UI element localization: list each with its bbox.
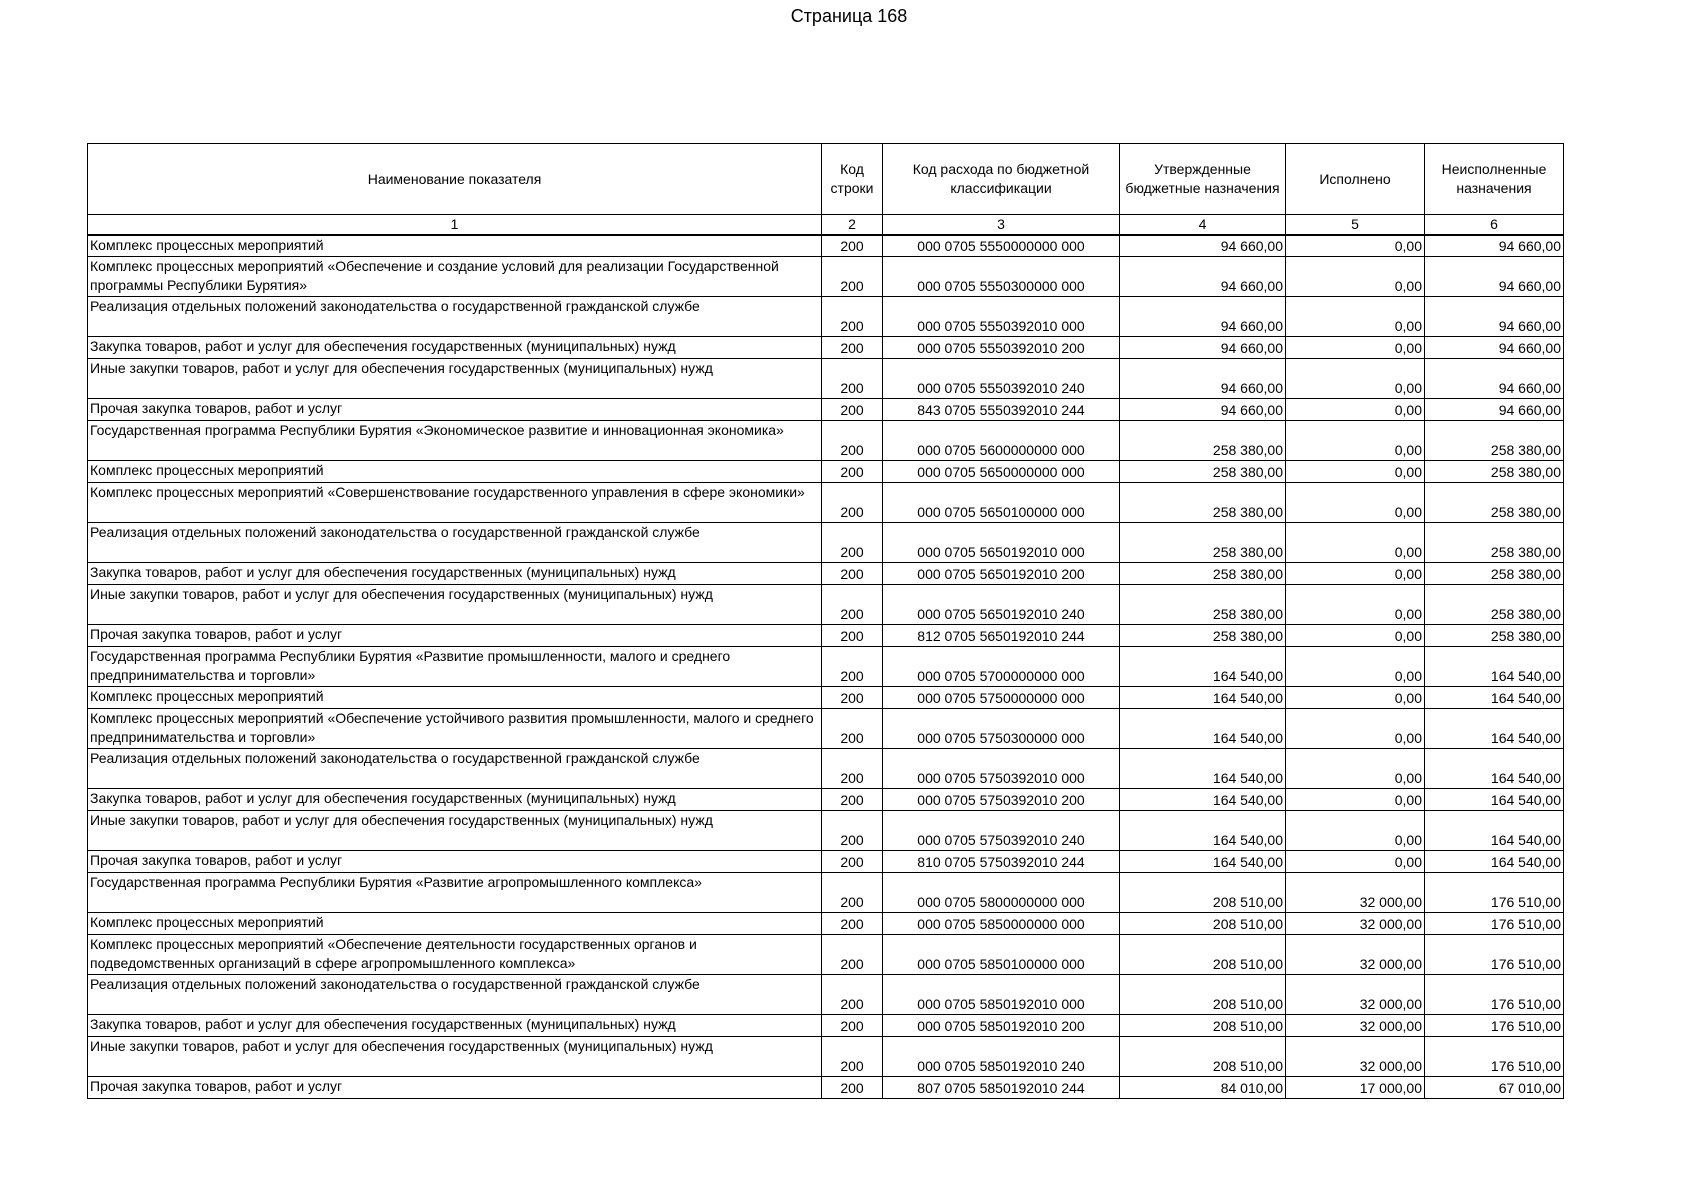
row-approved-cell: 94 660,00: [1120, 297, 1286, 337]
table-row: [88, 975, 1564, 1015]
row-budget-code-cell: 000 0705 5550392010 240: [883, 359, 1120, 399]
row-name-cell: Прочая закупка товаров, работ и услуг: [88, 1077, 822, 1099]
row-unexecuted-cell: 258 380,00: [1425, 585, 1564, 625]
row-unexecuted-cell: 258 380,00: [1425, 563, 1564, 585]
row-unexecuted-cell: 67 010,00: [1425, 1077, 1564, 1099]
row-budget-code-cell: 000 0705 5750392010 000: [883, 749, 1120, 789]
row-executed-cell: 32 000,00: [1286, 913, 1425, 935]
table-row: [88, 811, 1564, 851]
row-budget-code-cell: 000 0705 5600000000 000: [883, 421, 1120, 461]
table-row: [88, 647, 1564, 687]
row-line-code-cell: 200: [822, 523, 883, 563]
row-name-cell: Комплекс процессных мероприятий: [88, 913, 822, 935]
header-unexecuted: Неисполненные назначения: [1425, 144, 1564, 215]
row-executed-cell: 32 000,00: [1286, 935, 1425, 975]
table-row: [88, 563, 1564, 585]
header-budget-code: Код расхода по бюджетной классификации: [883, 144, 1120, 215]
header-line-code: Код строки: [822, 144, 883, 215]
row-approved-cell: 84 010,00: [1120, 1077, 1286, 1099]
row-budget-code-cell: 000 0705 5550000000 000: [883, 235, 1120, 257]
table-row: [88, 359, 1564, 399]
row-approved-cell: 258 380,00: [1120, 483, 1286, 523]
row-name-cell: Прочая закупка товаров, работ и услуг: [88, 625, 822, 647]
table-row: [88, 257, 1564, 297]
row-line-code-cell: 200: [822, 811, 883, 851]
row-executed-cell: 0,00: [1286, 297, 1425, 337]
table-row: [88, 523, 1564, 563]
row-budget-code-cell: 000 0705 5700000000 000: [883, 647, 1120, 687]
row-unexecuted-cell: 94 660,00: [1425, 399, 1564, 421]
row-executed-cell: 32 000,00: [1286, 1015, 1425, 1037]
row-line-code-cell: 200: [822, 709, 883, 749]
row-executed-cell: 0,00: [1286, 851, 1425, 873]
row-approved-cell: 208 510,00: [1120, 1015, 1286, 1037]
row-budget-code-cell: 000 0705 5750300000 000: [883, 709, 1120, 749]
row-budget-code-cell: 000 0705 5850100000 000: [883, 935, 1120, 975]
row-unexecuted-cell: 258 380,00: [1425, 523, 1564, 563]
row-budget-code-cell: 000 0705 5650192010 240: [883, 585, 1120, 625]
table-row: [88, 421, 1564, 461]
table-row: [88, 1037, 1564, 1077]
table-row: [88, 851, 1564, 873]
table-row: [88, 585, 1564, 625]
row-approved-cell: 164 540,00: [1120, 749, 1286, 789]
header-approved: Утвержденные бюджетные назначения: [1120, 144, 1286, 215]
table-row: [88, 687, 1564, 709]
row-executed-cell: 0,00: [1286, 421, 1425, 461]
table-row: [88, 1077, 1564, 1099]
table-row: [88, 461, 1564, 483]
row-name-cell: Реализация отдельных положений законодательства о государственной гражданской службе: [88, 297, 822, 337]
header-executed: Исполнено: [1286, 144, 1425, 215]
row-executed-cell: 0,00: [1286, 811, 1425, 851]
row-name-cell: Иные закупки товаров, работ и услуг для обеспечения государственных (муниципальных) нужд: [88, 359, 822, 399]
row-name-cell: Реализация отдельных положений законодательства о государственной гражданской службе: [88, 975, 822, 1015]
row-executed-cell: 0,00: [1286, 647, 1425, 687]
row-unexecuted-cell: 258 380,00: [1425, 625, 1564, 647]
table-row: [88, 399, 1564, 421]
row-name-cell: Закупка товаров, работ и услуг для обеспечения государственных (муниципальных) нужд: [88, 563, 822, 585]
row-approved-cell: 94 660,00: [1120, 399, 1286, 421]
column-number: 4: [1120, 215, 1286, 235]
row-unexecuted-cell: 176 510,00: [1425, 873, 1564, 913]
row-budget-code-cell: 000 0705 5850192010 000: [883, 975, 1120, 1015]
row-name-cell: Комплекс процессных мероприятий «Обеспечение деятельности государственных органов и подведомственных организаций в сфере агропромышленного комплекса»: [88, 935, 822, 975]
row-line-code-cell: 200: [822, 749, 883, 789]
row-unexecuted-cell: 94 660,00: [1425, 235, 1564, 257]
table-row: [88, 297, 1564, 337]
row-approved-cell: 94 660,00: [1120, 337, 1286, 359]
row-name-cell: Комплекс процессных мероприятий: [88, 461, 822, 483]
row-budget-code-cell: 000 0705 5650000000 000: [883, 461, 1120, 483]
row-line-code-cell: 200: [822, 359, 883, 399]
row-line-code-cell: 200: [822, 625, 883, 647]
row-executed-cell: 32 000,00: [1286, 1037, 1425, 1077]
row-line-code-cell: 200: [822, 913, 883, 935]
row-unexecuted-cell: 258 380,00: [1425, 421, 1564, 461]
row-approved-cell: 208 510,00: [1120, 1037, 1286, 1077]
row-name-cell: Закупка товаров, работ и услуг для обеспечения государственных (муниципальных) нужд: [88, 1015, 822, 1037]
row-unexecuted-cell: 164 540,00: [1425, 811, 1564, 851]
row-executed-cell: 0,00: [1286, 337, 1425, 359]
row-approved-cell: 94 660,00: [1120, 359, 1286, 399]
row-executed-cell: 0,00: [1286, 461, 1425, 483]
table-row: [88, 625, 1564, 647]
row-name-cell: Комплекс процессных мероприятий: [88, 235, 822, 257]
row-budget-code-cell: 000 0705 5550300000 000: [883, 257, 1120, 297]
table-row: [88, 913, 1564, 935]
row-unexecuted-cell: 164 540,00: [1425, 851, 1564, 873]
row-budget-code-cell: 000 0705 5650192010 000: [883, 523, 1120, 563]
row-unexecuted-cell: 258 380,00: [1425, 483, 1564, 523]
row-name-cell: Комплекс процессных мероприятий «Обеспечение и создание условий для реализации Государственной программы Республики Бурятия»: [88, 257, 822, 297]
row-name-cell: Комплекс процессных мероприятий «Обеспечение устойчивого развития промышленности, малого и среднего предпринимательства и торговли»: [88, 709, 822, 749]
row-name-cell: Комплекс процессных мероприятий: [88, 687, 822, 709]
column-number: 5: [1286, 215, 1425, 235]
row-name-cell: Закупка товаров, работ и услуг для обеспечения государственных (муниципальных) нужд: [88, 337, 822, 359]
table-row: [88, 873, 1564, 913]
row-approved-cell: 258 380,00: [1120, 563, 1286, 585]
row-executed-cell: 0,00: [1286, 709, 1425, 749]
row-line-code-cell: 200: [822, 585, 883, 625]
row-approved-cell: 164 540,00: [1120, 789, 1286, 811]
row-approved-cell: 164 540,00: [1120, 709, 1286, 749]
row-unexecuted-cell: 176 510,00: [1425, 935, 1564, 975]
row-approved-cell: 258 380,00: [1120, 421, 1286, 461]
row-name-cell: Реализация отдельных положений законодательства о государственной гражданской службе: [88, 749, 822, 789]
row-name-cell: Прочая закупка товаров, работ и услуг: [88, 851, 822, 873]
row-unexecuted-cell: 176 510,00: [1425, 913, 1564, 935]
row-budget-code-cell: 000 0705 5750000000 000: [883, 687, 1120, 709]
row-budget-code-cell: 000 0705 5550392010 000: [883, 297, 1120, 337]
row-line-code-cell: 200: [822, 483, 883, 523]
table-row: [88, 235, 1564, 257]
row-name-cell: Государственная программа Республики Бурятия «Экономическое развитие и инновационная экономика»: [88, 421, 822, 461]
row-line-code-cell: 200: [822, 789, 883, 811]
row-approved-cell: 258 380,00: [1120, 585, 1286, 625]
row-budget-code-cell: 000 0705 5650100000 000: [883, 483, 1120, 523]
row-name-cell: Иные закупки товаров, работ и услуг для обеспечения государственных (муниципальных) нужд: [88, 811, 822, 851]
row-executed-cell: 0,00: [1286, 789, 1425, 811]
row-unexecuted-cell: 94 660,00: [1425, 297, 1564, 337]
row-line-code-cell: 200: [822, 851, 883, 873]
row-budget-code-cell: 000 0705 5550392010 200: [883, 337, 1120, 359]
row-line-code-cell: 200: [822, 257, 883, 297]
row-budget-code-cell: 000 0705 5750392010 240: [883, 811, 1120, 851]
row-line-code-cell: 200: [822, 975, 883, 1015]
column-number: 6: [1425, 215, 1564, 235]
row-approved-cell: 258 380,00: [1120, 461, 1286, 483]
row-approved-cell: 208 510,00: [1120, 873, 1286, 913]
row-executed-cell: 0,00: [1286, 749, 1425, 789]
budget-table: [87, 143, 1564, 1099]
row-executed-cell: 17 000,00: [1286, 1077, 1425, 1099]
row-executed-cell: 0,00: [1286, 563, 1425, 585]
row-executed-cell: 0,00: [1286, 235, 1425, 257]
row-unexecuted-cell: 94 660,00: [1425, 337, 1564, 359]
column-number: 3: [883, 215, 1120, 235]
row-unexecuted-cell: 94 660,00: [1425, 359, 1564, 399]
row-line-code-cell: 200: [822, 337, 883, 359]
row-name-cell: Государственная программа Республики Бурятия «Развитие агропромышленного комплекса»: [88, 873, 822, 913]
column-number: 1: [88, 215, 822, 235]
row-approved-cell: 94 660,00: [1120, 257, 1286, 297]
row-unexecuted-cell: 164 540,00: [1425, 749, 1564, 789]
table-header: [88, 144, 1564, 235]
table-row: [88, 935, 1564, 975]
row-name-cell: Реализация отдельных положений законодательства о государственной гражданской службе: [88, 523, 822, 563]
row-budget-code-cell: 000 0705 5850192010 200: [883, 1015, 1120, 1037]
row-line-code-cell: 200: [822, 935, 883, 975]
row-unexecuted-cell: 258 380,00: [1425, 461, 1564, 483]
row-name-cell: Государственная программа Республики Бурятия «Развитие промышленности, малого и среднего предпринимательства и торговли»: [88, 647, 822, 687]
table-row: [88, 749, 1564, 789]
row-executed-cell: 32 000,00: [1286, 975, 1425, 1015]
row-line-code-cell: 200: [822, 687, 883, 709]
row-unexecuted-cell: 94 660,00: [1425, 257, 1564, 297]
row-line-code-cell: 200: [822, 1077, 883, 1099]
row-approved-cell: 164 540,00: [1120, 811, 1286, 851]
row-line-code-cell: 200: [822, 1037, 883, 1077]
row-line-code-cell: 200: [822, 873, 883, 913]
row-executed-cell: 0,00: [1286, 687, 1425, 709]
row-unexecuted-cell: 176 510,00: [1425, 975, 1564, 1015]
row-line-code-cell: 200: [822, 647, 883, 687]
row-budget-code-cell: 810 0705 5750392010 244: [883, 851, 1120, 873]
row-unexecuted-cell: 164 540,00: [1425, 789, 1564, 811]
table-row: [88, 709, 1564, 749]
column-number: 2: [822, 215, 883, 235]
row-unexecuted-cell: 164 540,00: [1425, 687, 1564, 709]
row-approved-cell: 94 660,00: [1120, 235, 1286, 257]
row-line-code-cell: 200: [822, 461, 883, 483]
row-name-cell: Иные закупки товаров, работ и услуг для обеспечения государственных (муниципальных) нужд: [88, 1037, 822, 1077]
row-line-code-cell: 200: [822, 563, 883, 585]
row-budget-code-cell: 000 0705 5750392010 200: [883, 789, 1120, 811]
row-budget-code-cell: 000 0705 5850000000 000: [883, 913, 1120, 935]
row-unexecuted-cell: 164 540,00: [1425, 709, 1564, 749]
table-row: [88, 483, 1564, 523]
page-title: Страница 168: [790, 6, 908, 26]
row-line-code-cell: 200: [822, 1015, 883, 1037]
row-line-code-cell: 200: [822, 297, 883, 337]
row-budget-code-cell: 843 0705 5550392010 244: [883, 399, 1120, 421]
row-executed-cell: 0,00: [1286, 257, 1425, 297]
row-approved-cell: 258 380,00: [1120, 523, 1286, 563]
table-row: [88, 337, 1564, 359]
row-executed-cell: 0,00: [1286, 359, 1425, 399]
row-approved-cell: 208 510,00: [1120, 913, 1286, 935]
row-name-cell: Комплекс процессных мероприятий «Совершенствование государственного управления в сфере экономики»: [88, 483, 822, 523]
row-executed-cell: 0,00: [1286, 483, 1425, 523]
row-name-cell: Иные закупки товаров, работ и услуг для обеспечения государственных (муниципальных) нужд: [88, 585, 822, 625]
row-unexecuted-cell: 176 510,00: [1425, 1015, 1564, 1037]
row-approved-cell: 164 540,00: [1120, 687, 1286, 709]
row-executed-cell: 0,00: [1286, 625, 1425, 647]
row-name-cell: Прочая закупка товаров, работ и услуг: [88, 399, 822, 421]
row-executed-cell: 0,00: [1286, 523, 1425, 563]
table-row: [88, 789, 1564, 811]
row-line-code-cell: 200: [822, 399, 883, 421]
row-approved-cell: 208 510,00: [1120, 975, 1286, 1015]
row-approved-cell: 208 510,00: [1120, 935, 1286, 975]
row-approved-cell: 258 380,00: [1120, 625, 1286, 647]
row-executed-cell: 32 000,00: [1286, 873, 1425, 913]
row-approved-cell: 164 540,00: [1120, 851, 1286, 873]
table-body: [88, 235, 1564, 1099]
row-line-code-cell: 200: [822, 421, 883, 461]
row-executed-cell: 0,00: [1286, 585, 1425, 625]
row-name-cell: Закупка товаров, работ и услуг для обеспечения государственных (муниципальных) нужд: [88, 789, 822, 811]
row-line-code-cell: 200: [822, 235, 883, 257]
table-row: [88, 1015, 1564, 1037]
row-budget-code-cell: 000 0705 5650192010 200: [883, 563, 1120, 585]
header-indicator-name: Наименование показателя: [88, 144, 822, 215]
row-approved-cell: 164 540,00: [1120, 647, 1286, 687]
row-budget-code-cell: 812 0705 5650192010 244: [883, 625, 1120, 647]
row-unexecuted-cell: 176 510,00: [1425, 1037, 1564, 1077]
row-unexecuted-cell: 164 540,00: [1425, 647, 1564, 687]
row-budget-code-cell: 000 0705 5800000000 000: [883, 873, 1120, 913]
row-executed-cell: 0,00: [1286, 399, 1425, 421]
row-budget-code-cell: 000 0705 5850192010 240: [883, 1037, 1120, 1077]
row-budget-code-cell: 807 0705 5850192010 244: [883, 1077, 1120, 1099]
